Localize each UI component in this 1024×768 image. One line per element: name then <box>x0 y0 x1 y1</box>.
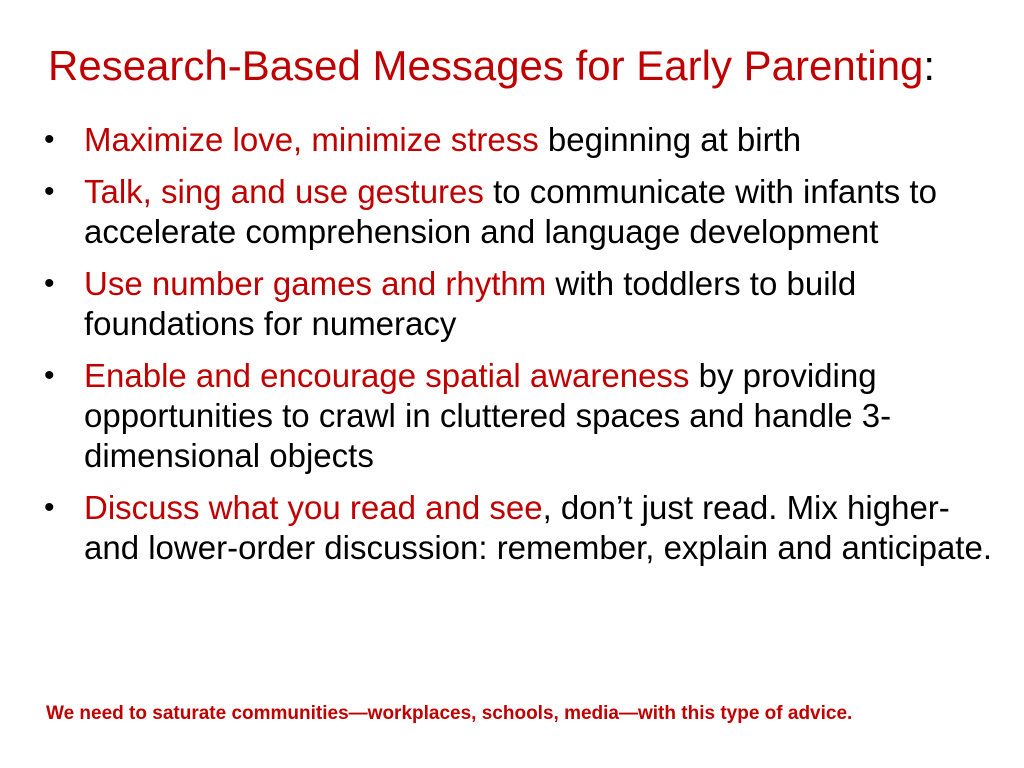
bullet-list <box>44 120 994 580</box>
bullet-dot: • <box>44 359 55 392</box>
bullet-item-5 <box>44 488 994 568</box>
bullet-dot: • <box>44 267 55 300</box>
slide-title-text: Research-Based Messages for Early Parenting <box>48 42 924 89</box>
bullet-dot: • <box>44 123 55 156</box>
footer-note: We need to saturate communities—workplaces, schools, media—with this type of advice. <box>46 703 853 724</box>
bullet-item-4 <box>44 356 994 476</box>
bullet-text: , don’t just read. Mix higher- and lower-order discussion: remember, explain and anticipate. <box>84 489 992 566</box>
slide-title <box>48 38 1008 94</box>
bullet-highlight: Use number games and rhythm <box>84 265 547 302</box>
bullet-text: with toddlers to build foundations for numeracy <box>84 265 857 342</box>
bullet-text: to communicate with infants to accelerate comprehension and language development <box>84 173 937 250</box>
bullet-highlight: Talk, sing and use gestures <box>84 173 484 210</box>
bullet-dot: • <box>44 491 55 524</box>
bullet-dot: • <box>44 175 55 208</box>
bullet-highlight: Enable and encourage spatial awareness <box>84 357 690 394</box>
bullet-item-3 <box>44 264 994 344</box>
bullet-item-1 <box>44 120 994 160</box>
bullet-highlight: Discuss what you read and see <box>84 489 543 526</box>
bullet-text: by providing opportunities to crawl in cluttered spaces and handle 3-dimensional objects <box>84 357 892 474</box>
bullet-highlight: Maximize love, minimize stress <box>84 121 539 158</box>
bullet-text: beginning at birth <box>538 121 802 158</box>
bullet-item-2 <box>44 172 994 252</box>
slide-title-colon: : <box>923 42 936 89</box>
